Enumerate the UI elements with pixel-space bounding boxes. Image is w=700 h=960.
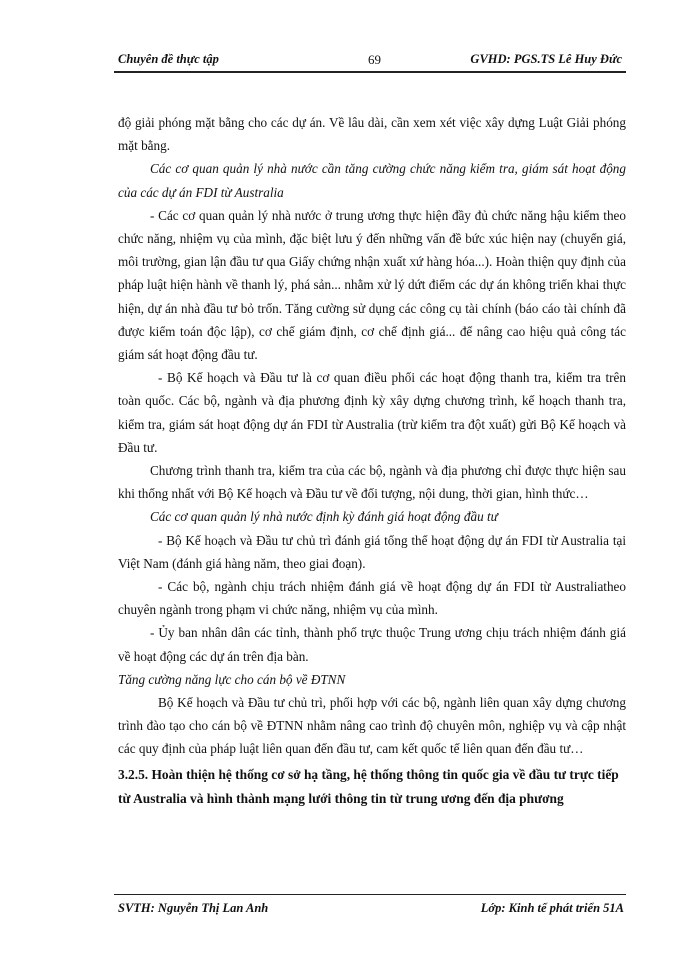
- header-supervisor: GVHD: PGS.TS Lê Huy Đức: [470, 52, 622, 66]
- italic-subheading-evaluation: Các cơ quan quản lý nhà nước định kỳ đánh giá hoạt động đầu tư: [150, 509, 498, 525]
- section-heading-3-2-5: 3.2.5. Hoàn thiện hệ thống cơ sở hạ tầng, hệ thống thông tin quốc gia về đầu tư trực tiếp từ Australia và hình thành mạng lưới thông tin từ trung ương đến địa phương: [118, 766, 619, 806]
- document-body: [118, 111, 626, 811]
- paragraph-1: độ giải phóng mặt bằng cho các dự án. Về lâu dài, cần xem xét việc xây dựng Luật Giải phóng mặt bằng.: [118, 115, 626, 154]
- header-rule: [114, 71, 626, 73]
- paragraph-training: Bộ Kế hoạch và Đầu tư chủ trì, phối hợp với các bộ, ngành liên quan xây dựng chương trình đào tạo cho cán bộ về ĐTNN nhằm nâng cao trình độ chuyên môn, nghiệp vụ và cập nhật các quy định của pháp luật liên quan đến đầu tư, cam kết quốc tế liên quan đến đầu tư…: [118, 695, 626, 757]
- page-number: 69: [368, 52, 381, 67]
- paragraph-inspection-program: Chương trình thanh tra, kiểm tra của các bộ, ngành và địa phương chỉ được thực hiện sau khi thống nhất với Bộ Kế hoạch và Đầu tư về đối tượng, nội dung, thời gian, hình thức…: [118, 463, 626, 502]
- paragraph-post-inspection: - Các cơ quan quản lý nhà nước ở trung ương thực hiện đầy đủ chức năng hậu kiểm theo chức năng, nhiệm vụ của mình, đặc biệt lưu ý đến những vấn đề bức xúc hiện nay (chuyển giá, môi trường, gian lận đầu tư qua Giấy chứng nhận xuất xứ hàng hóa...). Hoàn thiện quy định của pháp luật hiện hành về thanh lý, phá sản... nhằm xử lý dứt điểm các dự án không triển khai thực hiện, dự án nhà đầu tư bỏ trốn. Tăng cường sử dụng các công cụ tài chính (báo cáo tài chính đã được kiểm toán độc lập), cơ chế giám định, cơ chế định giá... để nâng cao hiệu quả công tác giám sát hoạt động đầu tư.: [118, 207, 626, 363]
- italic-subheading-capacity: Tăng cường năng lực cho cán bộ về ĐTNN: [118, 671, 346, 687]
- footer-student: SVTH: Nguyễn Thị Lan Anh: [118, 901, 269, 915]
- page-footer: [118, 901, 624, 919]
- paragraph-ministry-evaluation: - Bộ Kế hoạch và Đầu tư chủ trì đánh giá tổng thể hoạt động dự án FDI từ Australia tại Việt Nam (đánh giá hàng năm, theo giai đoạn).: [118, 532, 626, 571]
- page-header: [118, 52, 622, 70]
- paragraph-ministry-coordination: - Bộ Kế hoạch và Đầu tư là cơ quan điều phối các hoạt động thanh tra, kiểm tra trên toàn quốc. Các bộ, ngành và địa phương định kỳ xây dựng chương trình, kế hoạch thanh tra, kiểm tra, giám sát hoạt động dự án FDI từ Australia (trừ kiểm tra đột xuất) gửi Bộ Kế hoạch và Đầu tư.: [118, 370, 626, 455]
- header-course-title: Chuyên đề thực tập: [118, 52, 219, 66]
- italic-subheading-inspection: Các cơ quan quản lý nhà nước cần tăng cường chức năng kiểm tra, giám sát hoạt động của các dự án FDI từ Australia: [118, 161, 626, 200]
- footer-class: Lớp: Kinh tế phát triển 51A: [480, 901, 624, 915]
- footer-rule: [114, 894, 626, 895]
- paragraph-province-evaluation: - Ủy ban nhân dân các tỉnh, thành phố trực thuộc Trung ương chịu trách nhiệm đánh giá về hoạt động các dự án trên địa bàn.: [118, 625, 626, 664]
- paragraph-sector-evaluation: - Các bộ, ngành chịu trách nhiệm đánh giá về hoạt động dự án FDI từ Australiatheo chuyên ngành trong phạm vi chức năng, nhiệm vụ của mình.: [118, 579, 626, 618]
